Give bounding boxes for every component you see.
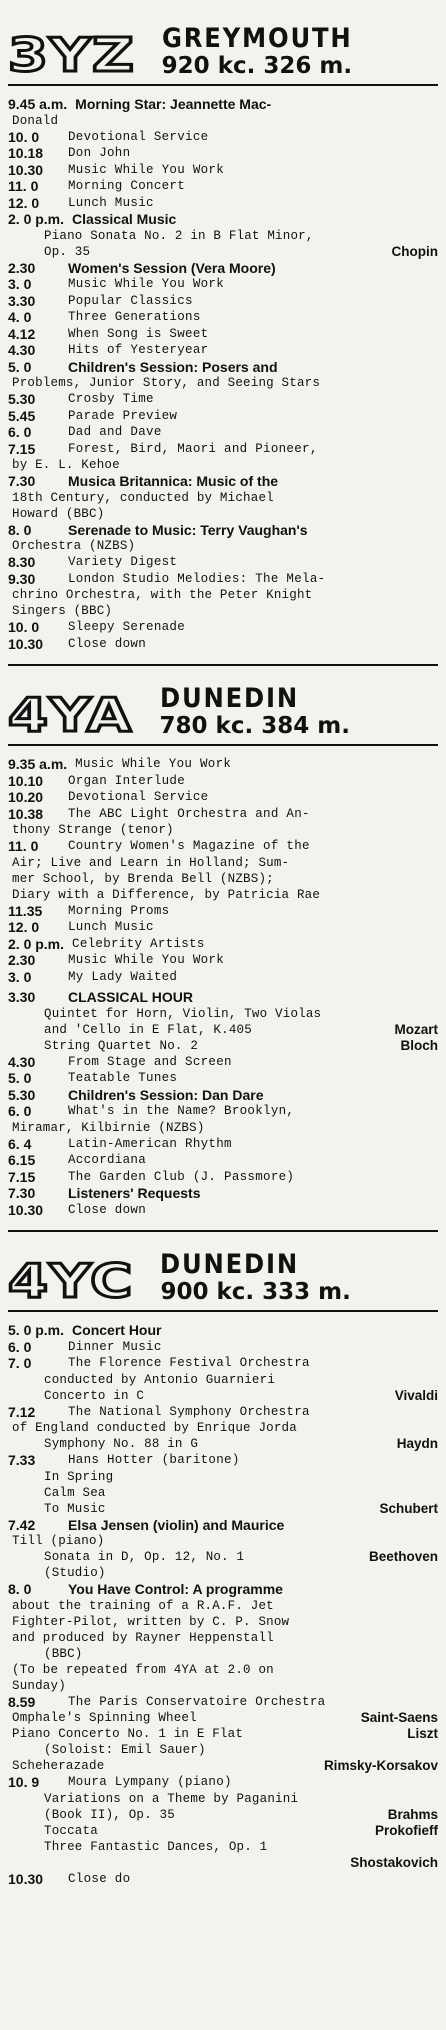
- entry-title: Morning Star: Jeannette Mac-: [75, 96, 272, 112]
- entry-time: 7.30: [8, 473, 36, 489]
- entry-detail: [8, 1678, 438, 1694]
- detail-text: and produced by Rayner Heppenstall: [12, 1630, 274, 1645]
- entry-title: Close do: [68, 1871, 131, 1886]
- entry-detail: [8, 1022, 438, 1038]
- station-frequency: 900 kc. 333 m.: [160, 1279, 351, 1305]
- entry-time: 7.15: [8, 440, 36, 457]
- entry-title: Variety Digest: [68, 555, 178, 569]
- entry-time: 5. 0: [8, 358, 32, 375]
- detail-text: Variations on a Theme by Paganini: [44, 1791, 299, 1806]
- programme-entry: [8, 359, 438, 376]
- entry-title: Hans Hotter (baritone): [68, 1453, 240, 1467]
- entry-detail: [8, 1791, 438, 1807]
- programme-entry: [8, 211, 438, 228]
- programme-entry: [8, 554, 438, 571]
- entry-time: 6. 4: [8, 1135, 32, 1152]
- programme-entry: [8, 773, 438, 790]
- entry-time: 10.30: [8, 161, 44, 178]
- detail-text: (Studio): [44, 1566, 106, 1580]
- station-1: [8, 664, 438, 1218]
- programme-entry: [8, 326, 438, 343]
- programme-entry: [8, 571, 438, 588]
- station-info: [162, 25, 374, 78]
- composer-name: Saint-Saens: [360, 1710, 438, 1725]
- programme-entry: [8, 342, 438, 359]
- entry-time: 10. 9: [8, 1774, 40, 1790]
- entry-detail: [8, 1372, 438, 1388]
- station-city: DUNEDIN: [160, 1249, 300, 1280]
- detail-text: Donald: [12, 113, 59, 128]
- composer-name: Mozart: [394, 1021, 438, 1037]
- entry-time: 10.20: [8, 789, 44, 805]
- entry-detail: [8, 1485, 438, 1501]
- programme-entry: [8, 195, 438, 212]
- entry-title: The Florence Festival Orchestra: [68, 1356, 310, 1370]
- section-divider: [8, 664, 438, 666]
- detail-text: Three Fantastic Dances, Op. 1: [44, 1839, 268, 1854]
- entry-time: 10. 0: [8, 619, 40, 635]
- programme-entry: [8, 1452, 438, 1469]
- detail-text: of England conducted by Enrique Jorda: [12, 1421, 297, 1435]
- detail-text: String Quartet No. 2: [44, 1038, 199, 1053]
- entry-title: Music While You Work: [68, 162, 225, 177]
- entry-time: 11. 0: [8, 178, 39, 194]
- entry-title: Close down: [68, 636, 147, 651]
- entry-time: 8.30: [8, 554, 36, 570]
- detail-text: Problems, Junior Story, and Seeing Stars: [12, 376, 321, 390]
- callsign-logo: 3YZ: [8, 28, 136, 82]
- programme-entry: [8, 309, 438, 326]
- entry-title: You Have Control: A programme: [68, 1581, 283, 1597]
- detail-text: thony Strange (tenor): [12, 823, 174, 837]
- entry-title: Close down: [68, 1202, 147, 1217]
- entry-detail: [8, 603, 438, 619]
- entry-time: 7.33: [8, 1452, 36, 1468]
- entry-time: 6. 0: [8, 1103, 32, 1119]
- entry-time: 7.30: [8, 1185, 36, 1201]
- composer-name: Schubert: [379, 1500, 438, 1516]
- entry-title: Dinner Music: [68, 1339, 162, 1354]
- detail-text: Concerto in C: [44, 1388, 145, 1403]
- detail-text: Omphale's Spinning Wheel: [12, 1711, 197, 1725]
- entry-title: Music While You Work: [68, 277, 225, 291]
- entry-time: 7.12: [8, 1403, 36, 1420]
- entry-title: The National Symphony Orchestra: [68, 1404, 310, 1419]
- detail-text: Sonata in D, Op. 12, No. 1: [44, 1550, 245, 1564]
- entry-time: 8. 0: [8, 521, 32, 538]
- programme-entry: [8, 989, 438, 1006]
- programme-entry: [8, 1169, 438, 1186]
- entry-time: 5.45: [8, 407, 36, 424]
- entry-detail: [8, 1614, 438, 1630]
- entry-title: Lunch Music: [68, 920, 154, 934]
- entry-detail: [8, 1420, 438, 1436]
- entry-time: 4.30: [8, 1053, 36, 1070]
- entry-title: London Studio Melodies: The Mela-: [68, 571, 326, 586]
- detail-text: (Soloist: Emil Sauer): [44, 1743, 206, 1757]
- entry-title: From Stage and Screen: [68, 1054, 232, 1069]
- entry-detail: [8, 587, 438, 603]
- entry-title: Parade Preview: [68, 408, 178, 423]
- programme-entry: [8, 1517, 438, 1534]
- entry-detail: [8, 1598, 438, 1614]
- entry-title: Latin-American Rhythm: [68, 1136, 232, 1151]
- entry-detail: [8, 1549, 438, 1565]
- detail-text: To Music: [44, 1501, 106, 1516]
- entry-detail: [8, 1758, 438, 1774]
- callsign-logo: 4YC: [8, 1254, 134, 1308]
- entry-title: Hits of Yesteryear: [68, 343, 209, 357]
- entry-detail: [8, 1646, 438, 1662]
- entry-title: Women's Session (Vera Moore): [68, 259, 276, 276]
- entry-time: 5.30: [8, 391, 36, 407]
- callsign-logo: 4YA: [8, 688, 133, 742]
- entry-detail: [8, 375, 438, 391]
- entry-title: Forest, Bird, Maori and Pioneer,: [68, 441, 318, 456]
- entry-title: Morning Proms: [68, 903, 170, 918]
- detail-text: Orchestra (NZBS): [12, 539, 136, 553]
- detail-text: Till (piano): [12, 1534, 105, 1548]
- entry-title: Lunch Music: [68, 195, 154, 210]
- programme-entry: [8, 1103, 438, 1120]
- radio-programme-page: [8, 0, 438, 1887]
- programme-entry: [8, 1185, 438, 1202]
- station-frequency: 780 kc. 384 m.: [159, 713, 350, 739]
- entry-title: Teatable Tunes: [68, 1071, 178, 1085]
- composer-name: Haydn: [396, 1436, 438, 1451]
- entry-title: The ABC Light Orchestra and An-: [68, 806, 310, 821]
- programme-entry: [8, 408, 438, 425]
- detail-text: Symphony No. 88 in G: [44, 1437, 199, 1451]
- entry-detail: [8, 855, 438, 871]
- entry-title: CLASSICAL HOUR: [68, 989, 193, 1005]
- entry-time: 10.30: [8, 635, 44, 652]
- entry-title: My Lady Waited: [68, 969, 178, 984]
- detail-text: about the training of a R.A.F. Jet: [12, 1598, 274, 1613]
- entry-time: 10.10: [8, 772, 44, 789]
- composer-name: Brahms: [387, 1806, 438, 1822]
- entry-title: Organ Interlude: [68, 773, 186, 788]
- detail-text: Piano Sonata No. 2 in B Flat Minor,: [44, 228, 314, 243]
- programme-entry: [8, 178, 438, 195]
- detail-text: Miramar, Kilbirnie (NZBS): [12, 1120, 205, 1135]
- programme-entry: [8, 619, 438, 636]
- entry-detail: [8, 1630, 438, 1646]
- entry-detail: [8, 1839, 438, 1855]
- entry-detail: [8, 1742, 438, 1758]
- entry-title: Sleepy Serenade: [68, 620, 186, 634]
- header-rule: [8, 84, 438, 86]
- detail-text: Fighter-Pilot, written by C. P. Snow: [12, 1614, 290, 1629]
- entry-title: Morning Concert: [68, 179, 186, 193]
- programme-entry: [8, 1694, 438, 1711]
- entry-detail: [8, 1823, 438, 1839]
- station-info: [160, 685, 350, 738]
- entry-title: Devotional Service: [68, 790, 209, 804]
- detail-text: (BBC): [44, 1646, 83, 1661]
- programme-entry: [8, 1404, 438, 1421]
- entry-time: 7. 0: [8, 1355, 32, 1371]
- programme-entry: [8, 441, 438, 458]
- entry-detail: [8, 228, 438, 244]
- programme-entry: [8, 1054, 438, 1071]
- composer-name: Rimsky-Korsakov: [323, 1758, 438, 1773]
- detail-text: Scheherazade: [12, 1759, 105, 1773]
- entry-time: 10.18: [8, 145, 44, 161]
- station-city: GREYMOUTH: [161, 23, 353, 54]
- composer-name: Shostakovich: [350, 1854, 438, 1870]
- entry-time: 3. 0: [8, 968, 32, 985]
- detail-text: Sunday): [12, 1678, 66, 1693]
- entry-time: 6.15: [8, 1152, 36, 1168]
- entry-time: 7.42: [8, 1516, 36, 1533]
- entry-time: 2.30: [8, 259, 36, 276]
- entry-detail: [8, 1565, 438, 1581]
- entry-title: The Garden Club (J. Passmore): [68, 1169, 295, 1184]
- detail-text: Diary with a Difference, by Patricia Rae: [12, 887, 321, 902]
- entry-detail: [8, 1038, 438, 1054]
- station-header: [8, 12, 438, 82]
- entry-time: 3. 0: [8, 276, 32, 292]
- entry-time: 5.30: [8, 1086, 36, 1103]
- entry-time: 11.35: [8, 902, 43, 919]
- programme-entry: [8, 806, 438, 823]
- detail-text: chrino Orchestra, with the Peter Knight: [12, 588, 313, 602]
- programme-entry: [8, 903, 438, 920]
- detail-text: Op. 35: [44, 244, 91, 259]
- station-0: [8, 12, 438, 652]
- station-frequency: 920 kc. 326 m.: [161, 53, 353, 79]
- entry-detail: [8, 113, 438, 129]
- station-2: [8, 1230, 438, 1887]
- entry-time: 2.30: [8, 952, 36, 968]
- programme-entry: [8, 789, 438, 806]
- entry-detail: [8, 1501, 438, 1517]
- detail-text: Piano Concerto No. 1 in E Flat: [12, 1727, 244, 1741]
- entry-time: 3.30: [8, 989, 36, 1005]
- entry-time: 7.15: [8, 1168, 36, 1185]
- entry-detail: [8, 1726, 438, 1742]
- entry-title: Music While You Work: [75, 757, 232, 771]
- entry-detail: [8, 1710, 438, 1726]
- entry-time: 3.30: [8, 292, 36, 309]
- entry-detail: [8, 457, 438, 473]
- programme-entry: [8, 424, 438, 441]
- composer-name: Bloch: [400, 1037, 438, 1053]
- entry-time: 12. 0: [8, 194, 40, 211]
- programme-entry: [8, 756, 438, 773]
- entry-title: Accordiana: [68, 1153, 147, 1167]
- station-header: [8, 1238, 438, 1308]
- programme-entry: [8, 952, 438, 969]
- entry-detail: [8, 538, 438, 554]
- entry-time: 4. 0: [8, 309, 32, 325]
- entry-time: 11. 0: [8, 838, 39, 854]
- entry-title: Celebrity Artists: [72, 936, 205, 951]
- programme-entry: [8, 276, 438, 293]
- entry-detail: [8, 1436, 438, 1452]
- station-header: [8, 672, 438, 742]
- detail-text: Toccata: [44, 1823, 98, 1838]
- programme-entry: [8, 293, 438, 310]
- composer-name: Vivaldi: [394, 1387, 438, 1403]
- detail-text: Howard (BBC): [12, 506, 105, 521]
- entry-time: 2. 0 p.m.: [8, 935, 65, 952]
- entry-time: 10.30: [8, 1201, 44, 1218]
- programme-entry: [8, 838, 438, 855]
- entry-detail: [8, 1120, 438, 1136]
- detail-text: (To be repeated from 4YA at 2.0 on: [12, 1662, 274, 1677]
- detail-text: conducted by Antonio Guarnieri: [44, 1372, 276, 1387]
- entry-detail: [8, 1388, 438, 1404]
- entry-time: 9.35 a.m.: [8, 756, 68, 772]
- programme-entry: [8, 145, 438, 162]
- station-info: [160, 1251, 350, 1304]
- entry-title: When Song is Sweet: [68, 326, 209, 341]
- entry-time: 4.30: [8, 342, 36, 358]
- entry-title: Classical Music: [72, 211, 177, 227]
- programme-entry: [8, 1136, 438, 1153]
- programme-entry: [8, 1087, 438, 1104]
- detail-text: mer School, by Brenda Bell (NZBS);: [12, 871, 274, 886]
- entry-time: 8.59: [8, 1693, 36, 1710]
- detail-text: Air; Live and Learn in Holland; Sum-: [12, 855, 290, 870]
- entry-time: 12. 0: [8, 919, 40, 935]
- entry-title: Moura Lympany (piano): [68, 1775, 232, 1789]
- detail-text: In Spring: [44, 1469, 114, 1484]
- entry-detail: [8, 1006, 438, 1022]
- header-rule: [8, 1310, 438, 1312]
- entry-title: Musica Britannica: Music of the: [68, 473, 279, 489]
- programme-entry: [8, 1070, 438, 1087]
- entry-time: 10.30: [8, 1870, 44, 1887]
- programme-entry: [8, 96, 438, 113]
- entry-time: 5. 0: [8, 1070, 32, 1086]
- entry-title: Children's Session: Dan Dare: [68, 1086, 264, 1103]
- entry-title: Serenade to Music: Terry Vaughan's: [68, 521, 308, 538]
- detail-text: by E. L. Kehoe: [12, 458, 120, 472]
- programme-entry: [8, 919, 438, 936]
- composer-name: Liszt: [407, 1726, 438, 1741]
- programme-entry: [8, 1339, 438, 1356]
- detail-text: (Book II), Op. 35: [44, 1807, 175, 1822]
- programme-entry: [8, 936, 438, 953]
- entry-detail: [8, 1533, 438, 1549]
- programme-entry: [8, 1581, 438, 1598]
- entry-detail: [8, 887, 438, 903]
- entry-time: 9.45 a.m.: [8, 96, 68, 112]
- entry-title: Concert Hour: [72, 1322, 162, 1338]
- programme-entry: [8, 260, 438, 277]
- entry-time: 2. 0 p.m.: [8, 211, 65, 227]
- entry-time: 5. 0 p.m.: [8, 1322, 65, 1338]
- programme-entry: [8, 1152, 438, 1169]
- entry-title: Three Generations: [68, 310, 201, 324]
- entry-title: What's in the Name? Brooklyn,: [68, 1104, 295, 1118]
- entry-title: Don John: [68, 146, 131, 160]
- entry-time: 10.38: [8, 805, 44, 822]
- programme-entry: [8, 522, 438, 539]
- detail-text: Quintet for Horn, Violin, Two Violas: [44, 1006, 322, 1021]
- programme-entry: [8, 473, 438, 490]
- entry-title: Music While You Work: [68, 953, 225, 967]
- programme-entry: [8, 1322, 438, 1339]
- entry-detail: [8, 1662, 438, 1678]
- detail-text: 18th Century, conducted by Michael: [12, 490, 274, 505]
- station-city: DUNEDIN: [159, 683, 299, 714]
- entry-time: 9.30: [8, 570, 36, 587]
- entry-time: 8. 0: [8, 1581, 32, 1597]
- entry-detail: [8, 506, 438, 522]
- entry-detail: [8, 871, 438, 887]
- detail-text: Calm Sea: [44, 1485, 106, 1500]
- entry-title: Elsa Jensen (violin) and Maurice: [68, 1516, 285, 1533]
- programme-entry: [8, 162, 438, 179]
- detail-text: Singers (BBC): [12, 604, 113, 618]
- programme-entry: [8, 969, 438, 986]
- entry-detail: [8, 822, 438, 838]
- header-rule: [8, 744, 438, 746]
- entry-title: Listeners' Requests: [68, 1185, 201, 1201]
- programme-entry: [8, 129, 438, 146]
- section-divider: [8, 1230, 438, 1232]
- entry-title: Devotional Service: [68, 129, 209, 144]
- composer-name: Chopin: [391, 243, 438, 259]
- entry-title: The Paris Conservatoire Orchestra: [68, 1694, 326, 1709]
- entry-title: Crosby Time: [68, 392, 154, 406]
- entry-title: Popular Classics: [68, 293, 193, 308]
- entry-title: Country Women's Magazine of the: [68, 839, 310, 853]
- programme-entry: [8, 1355, 438, 1372]
- entry-time: 4.12: [8, 325, 36, 342]
- composer-name: Beethoven: [368, 1549, 438, 1564]
- entry-detail: [8, 1855, 438, 1871]
- entry-detail: [8, 1469, 438, 1485]
- programme-entry: [8, 391, 438, 408]
- entry-detail: [8, 244, 438, 260]
- entry-time: 6. 0: [8, 1338, 32, 1355]
- composer-name: Prokofieff: [374, 1822, 438, 1838]
- entry-detail: [8, 1807, 438, 1823]
- entry-time: 6. 0: [8, 424, 32, 440]
- programme-entry: [8, 636, 438, 653]
- detail-text: and 'Cello in E Flat, K.405: [44, 1022, 252, 1037]
- programme-entry: [8, 1202, 438, 1219]
- entry-detail: [8, 490, 438, 506]
- programme-entry: [8, 1871, 438, 1888]
- entry-time: 10. 0: [8, 128, 40, 145]
- programme-entry: [8, 1774, 438, 1791]
- entry-title: Dad and Dave: [68, 425, 162, 439]
- entry-title: Children's Session: Posers and: [68, 358, 278, 375]
